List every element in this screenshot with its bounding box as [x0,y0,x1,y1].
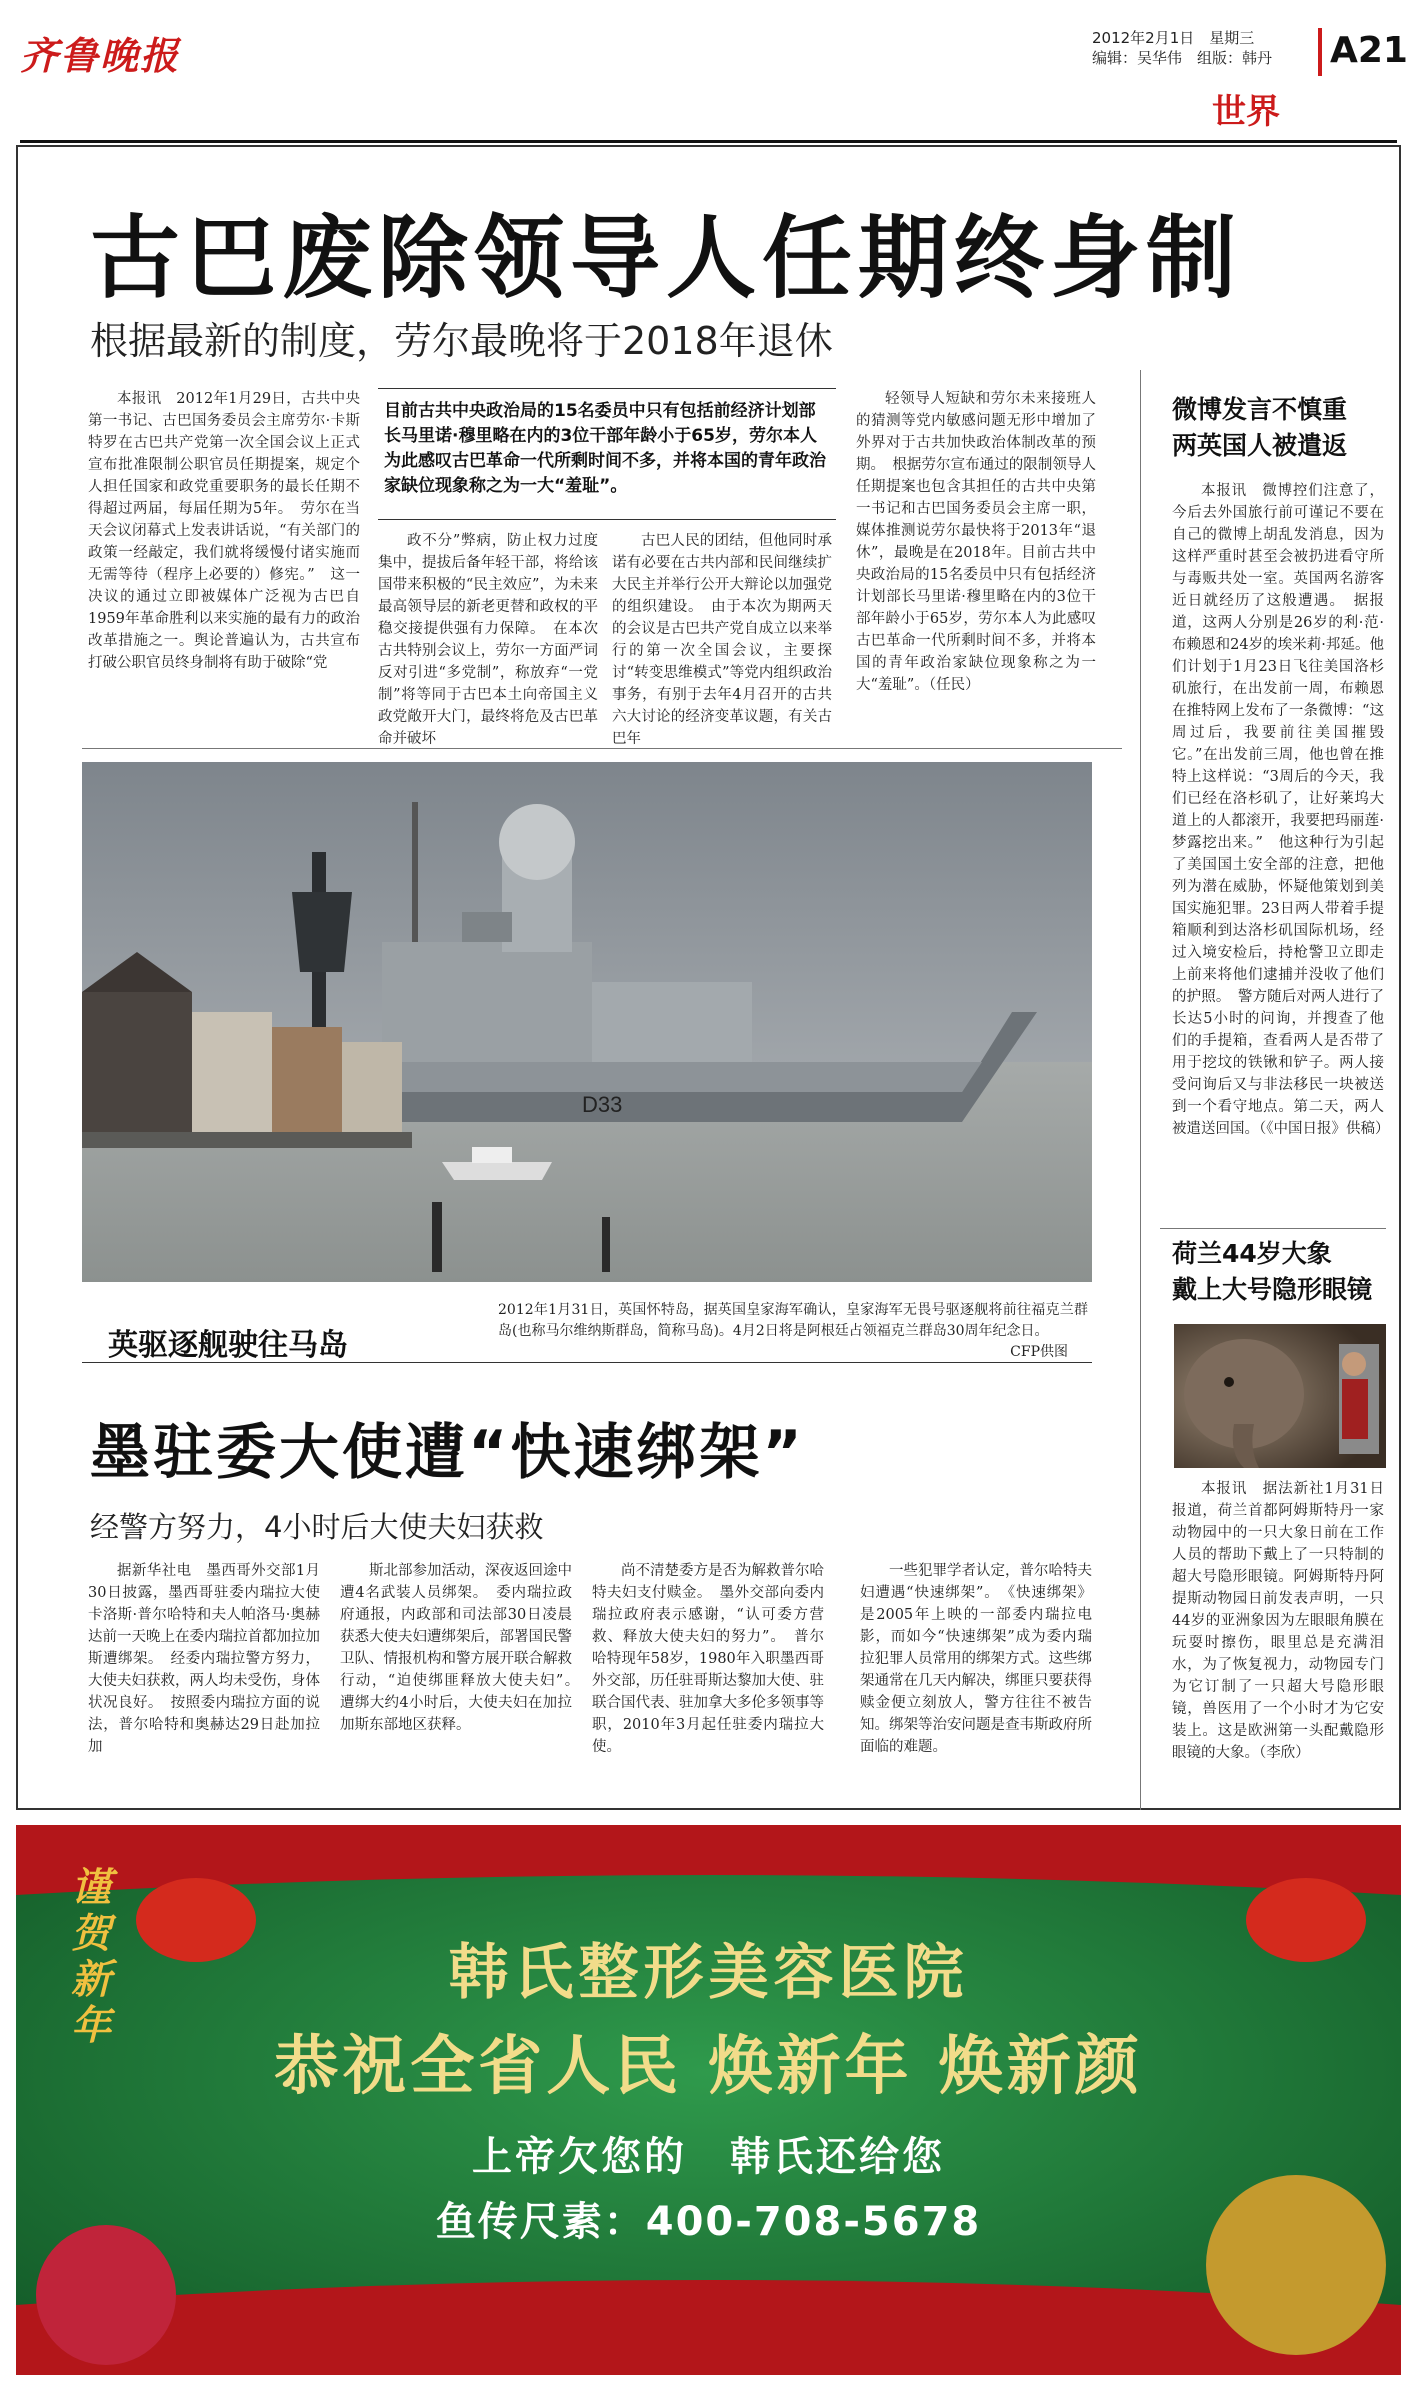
second-column-2: 斯北部参加活动，深夜返回途中遭4名武装人员绑架。 委内瑞拉政府通报，内政部和司法部30日凌晨获悉大使夫妇遭绑架后，部署国民警卫队、情报机构和警方展开联合解救行动，“迫使绑匪释放大使夫妇”。 遭绑大约4小时后，大使夫妇在加拉加斯东部地区获释。 [340,1563,587,1733]
sidebar2-title: 荷兰44岁大象 戴上大号隐形眼镜 [1172,1239,1373,1304]
lead-pull-quote: 目前古共中央政治局的15名委员中只有包括前经济计划部长马里诺·穆里略在内的3位干部年龄小于65岁，劳尔本人为此感叹古巴革命一代所剩时间不多，并将本国的青年政治家缺位现象称之为一大“羞耻”。 [378,388,836,520]
page-number: A21 [1330,30,1408,71]
newspaper-logo: 齐鲁晚报 [20,33,181,78]
masthead [0,0,1417,140]
ad-phone: 鱼传尺素：400-708-5678 [435,2199,982,2245]
second-headline: 墨驻委大使遭“快速绑架” [90,1418,805,1488]
lead-column-3: 古巴人民的团结，但他同时承诺有必要在古共内部和民间继续扩大民主并举行公开大辩论以加强党的组织建设。 由于本次为期两天的会议是古巴共产党自成立以来举行的第一次全国会议，主要探讨“转变思维模式”等党内组织政治事务，有别于去年4月召开的古共六大讨论的经济变革议题，有关古巴年 [612,533,832,747]
destroyer-illustration [82,762,1092,1282]
lead-headline: 古巴废除领导人任期终身制 [90,206,1242,311]
photo-caption: 2012年1月31日，英国怀特岛，据英国皇家海军确认，皇家海军无畏号驱逐舰将前往福克兰群岛(也称马尔维纳斯群岛，简称马岛)。4月2日将是阿根廷占领福克兰群岛30周年纪念日。 CFP供图 [498,1300,1088,1363]
issue-date: 2012年2月1日 星期三 [1092,29,1255,47]
elephant-illustration [1174,1324,1386,1468]
sidebar2-body: 本报讯 据法新社1月31日报道，荷兰首都阿姆斯特丹一家动物园中的一只大象日前在工作人员的帮助下戴上了一只特制的超大号隐形眼镜。阿姆斯特丹阿提斯动物园日前发表声明，一只44岁的亚洲象因为左眼眼角膜在玩耍时擦伤，眼里总是充满泪水，为了恢复视力，动物园专门为它订制了一只超大号隐形眼镜，兽医用了一个小时才为它安装上。这是欧洲第一头配戴隐形眼镜的大象。（李欣） [1172,1481,1384,1761]
photo-caption-title: 英驱逐舰驶往马岛 [108,1328,348,1363]
sidebar-rule [1160,1228,1386,1229]
destroyer-photo [82,762,1092,1282]
second-column-3: 尚不清楚委方是否为解救普尔哈特夫妇支付赎金。 墨外交部向委内瑞拉政府表示感谢，“认可委方营救、释放大使夫妇的努力”。 普尔哈特现年58岁，1980年入职墨西哥外交部，历任驻哥斯达黎加大使、驻联合国代表、驻加拿大多伦多领事等职，2010年3月起任驻委内瑞拉大使。 [592,1563,824,1755]
page-divider [1318,28,1322,76]
issue-editors: 编辑：吴华伟 组版：韩丹 [1092,49,1273,67]
ad-hospital-name: 韩氏整形美容医院 [448,1938,969,2008]
lead-column-4: 轻领导人短缺和劳尔未来接班人的猜测等党内敏感问题无形中增加了外界对于古共加快政治体制改革的预期。 根据劳尔宣布通过的限制领导人任期提案也包含其担任的古共中央第一书记和古巴国务委员会主席一职，媒体推测说劳尔最快将于2013年“退休”，最晚是在2018年。目前古共中央政治局的15名委员中只有包括经济计划部长马里诺·穆里略在内的3位干部年龄小于65岁，劳尔本人为此感叹古巴革命一代所剩时间不多，并将本国的青年政治家缺位现象称之为一大“羞耻”。（任民） [856,391,1096,693]
second-column-1: 据新华社电 墨西哥外交部1月30日披露，墨西哥驻委内瑞拉大使卡洛斯·普尔哈特和夫人帕洛马·奥赫达前一天晚上在委内瑞拉首都加拉加斯遭绑架。 经委内瑞拉警方努力，大使夫妇获救，两人均未受伤，身体状况良好。 按照委内瑞拉方面的说法，普尔哈特和奥赫达29日赴加拉加 [88,1563,320,1755]
hull-number: D33 [582,1092,623,1117]
ad-tagline: 上帝欠您的 韩氏还给您 [472,2134,945,2180]
lead-column-2: 政不分”弊病，防止权力过度集中，提拔后备年轻干部，将给该国带来积极的“民主效应”，为未来最高领导层的新老更替和政权的平稳交接提供强有力保障。 在本次古共特别会议上，劳尔一方面严词反对引进“多党制”，称放弃“一党制”将等同于古巴本土向帝国主义政党敞开大门，最终将危及古巴革命并破坏 [378,533,598,747]
issue-meta [1092,28,1292,68]
elephant-photo [1174,1324,1386,1468]
sidebar-divider [1140,370,1141,1810]
sidebar1-title: 微博发言不慎重 两英国人被遣返 [1172,395,1348,460]
advertisement [16,1825,1401,2375]
section-label: 世界 [1212,92,1280,132]
sidebar1-body: 本报讯 微博控们注意了，今后去外国旅行前可谨记不要在自己的微博上胡乱发消息，因为这样严重时甚至会被扔进看守所与毒贩共处一室。英国两名游客近日就经历了这般遭遇。 据报道，这两人分别是26岁的利·范·布赖恩和24岁的埃米莉·邦延。他们计划于1月23日飞往美国洛杉矶旅行，在出发前一周，布赖恩在推特网上发布了一条微博：“这周过后，我要前往美国摧毁它。”在出发前三周，他也曾在推特上这样说：“3周后的今天，我们已经在洛杉矶了，让好莱坞大道上的人都滚开，我要把玛丽莲·梦露挖出来。” 他这种行为引起了美国国土安全部的注意，把他列为潜在威胁，怀疑他策划到美国实施犯罪。23日两人带着手提箱顺利到达洛杉矶国际机场，经过入境安检后，持枪警卫立即走上前来将他们逮捕并没收了他们的护照。 警方随后对两人进行了长达5小时的问询，并搜查了他们的手提箱，查看两人是否带了用于挖坟的铁锹和铲子。两人接受问询后又与非法移民一块被送到一个看守地点。第二天，两人被遣送回国。（《中国日报》供稿） [1172,483,1390,1137]
ad-slogan: 恭祝全省人民 焕新年 焕新颜 [274,2030,1143,2104]
photo-credit: CFP供图 [1010,1344,1068,1360]
lead-bottom-rule [82,748,1122,749]
second-subhead: 经警方努力，4小时后大使夫妇获救 [90,1510,544,1544]
masthead-rule [20,140,1397,143]
second-column-4: 一些犯罪学者认定，普尔哈特夫妇遭遇“快速绑架”。 《快速绑架》是2005年上映的一部委内瑞拉电影，而如今“快速绑架”成为委内瑞拉犯罪人员常用的绑架方式。这些绑架通常在几天内解决，绑匪只要获得赎金便立刻放人，警方往往不被告知。绑架等治安问题是查韦斯政府所面临的难题。 [860,1563,1092,1755]
ad-greeting: 谨贺新年 [71,1864,111,2049]
lead-subhead: 根据最新的制度，劳尔最晚将于2018年退休 [90,319,833,363]
lead-column-1: 本报讯 2012年1月29日，古共中央第一书记、古巴国务委员会主席劳尔·卡斯特罗在古巴共产党第一次全国会议上正式宣布批准限制公职官员任期提案，规定个人担任国家和政党重要职务的最长任期不得超过两届，每届任期为5年。 劳尔在当天会议闭幕式上发表讲话说，“有关部门的政策一经敲定，我们就将缓慢付诸实施而无需等待（程序上必要的）修宪。” 这一决议的通过立即被媒体广泛视为古巴自1959年革命胜利以来实施的最有力的政治改革措施之一。舆论普遍认为，古共宣布打破公职官员终身制将有助于破除“党 [88,391,360,671]
